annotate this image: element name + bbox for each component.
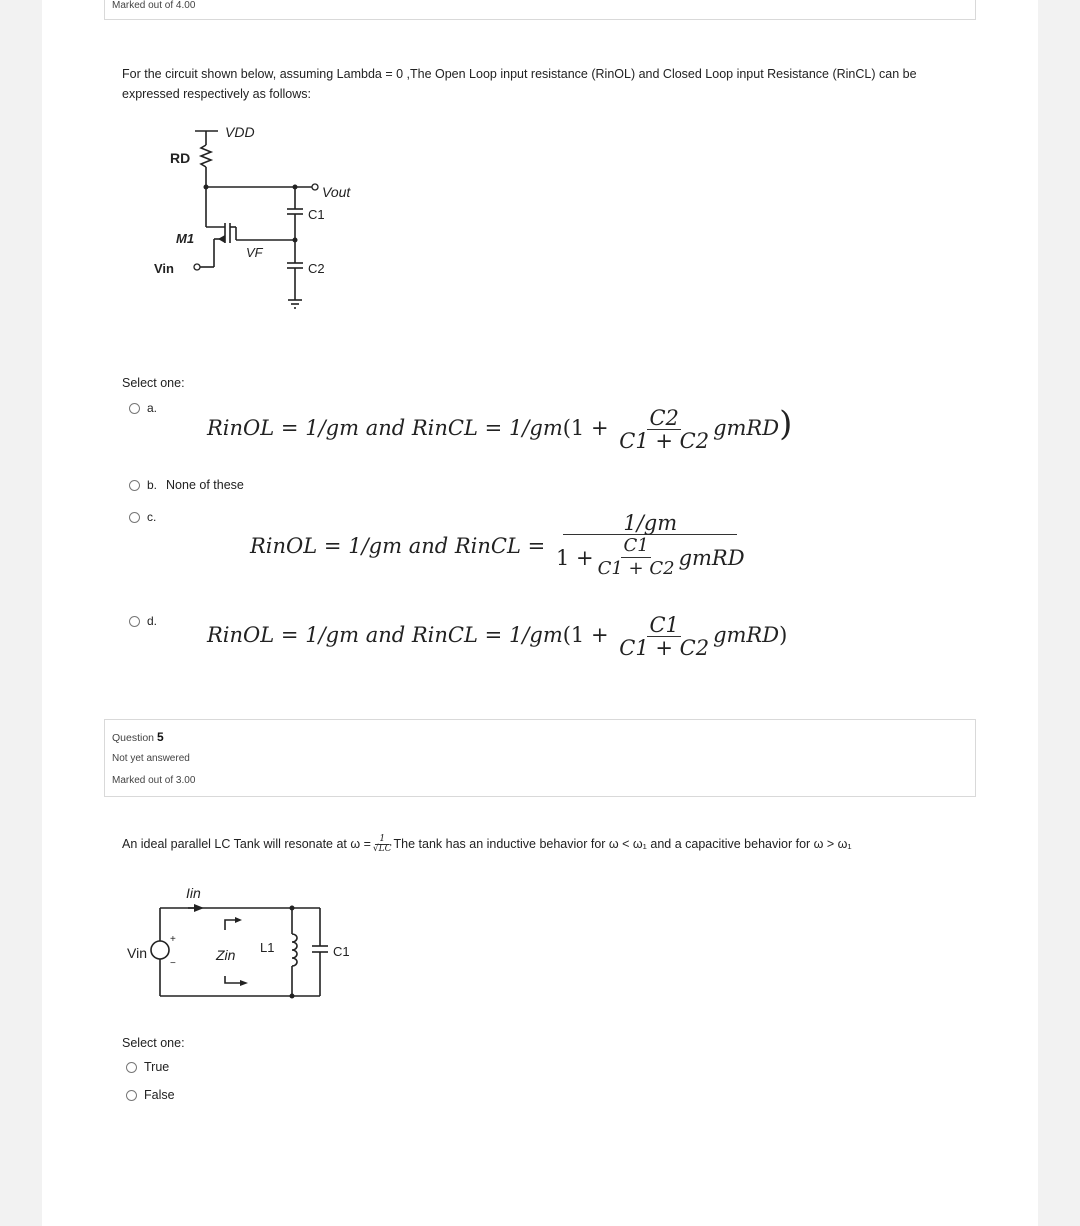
radio-button[interactable] (129, 616, 140, 627)
rincl: RinCL (411, 416, 478, 440)
equals: = (280, 416, 299, 440)
q4-option-a-formula: RinOL = 1/gm and RinCL = 1/gm(1 + $\frac{C2}{C1 + C2}$ gmRD) (207, 404, 793, 453)
q5-info-box (104, 719, 976, 797)
option-text: None of these (166, 478, 244, 492)
q4-circuit-diagram (140, 115, 380, 325)
radio-button[interactable] (129, 403, 140, 414)
option-letter: c. (147, 510, 157, 524)
tail: gmRD (713, 416, 780, 440)
q4-label-c1: C1 (308, 207, 325, 222)
q5-status: Not yet answered (112, 753, 190, 764)
q4-option-c-formula: RinOL = 1/gm and RinCL = 1/gm 1 + $\frac{C1}{C1 + C2}$ gmRD (250, 511, 745, 579)
fraction-denominator: C1 + C2 (619, 429, 710, 453)
term-1gm: 1/gm (348, 534, 402, 558)
q4-label-vdd: VDD (225, 124, 255, 140)
q4-label-vf: VF (246, 245, 263, 260)
option-letter: b. (147, 478, 158, 492)
term-1gm: 1/gm (305, 416, 359, 440)
q5-label-minus: − (170, 958, 176, 969)
and-word: and (408, 534, 449, 558)
rinol: RinOL (207, 416, 275, 440)
term-1gm-2: 1/gm (508, 623, 563, 647)
rinol: RinOL (207, 623, 275, 647)
q4-option-a[interactable] (129, 401, 166, 415)
big-numerator: 1/gm (563, 512, 737, 535)
q4-label-c2: C2 (308, 261, 325, 276)
omega-numerator: 1 (375, 835, 389, 845)
text-after: The tank has an inductive behavior for ω < ω₁ and a capacitive behavior for ω > ω₁ (393, 837, 852, 851)
q4-label-vin: Vin (154, 261, 174, 276)
and-word: and (365, 623, 406, 647)
text-before: An ideal parallel LC Tank will resonate at ω = (122, 837, 371, 851)
tail: gmRD (713, 623, 780, 647)
radio-button[interactable] (126, 1062, 137, 1073)
q5-marked-out: Marked out of 3.00 (112, 775, 196, 786)
q5-label-vin: Vin (127, 945, 147, 961)
den-prefix: 1 + (555, 545, 594, 570)
and-word: and (365, 416, 406, 440)
fraction-numerator: C1 (649, 613, 679, 637)
q5-option-true[interactable] (126, 1060, 169, 1074)
q4-marked-out: Marked out of 4.00 (112, 0, 196, 11)
q4-option-d[interactable] (129, 614, 166, 628)
question-number: 5 (156, 730, 164, 744)
q5-label-c1: C1 (333, 944, 350, 959)
rincl: RinCL (454, 534, 521, 558)
radio-button[interactable] (129, 480, 140, 491)
q4-info-box (104, 0, 976, 20)
fraction-numerator: C2 (649, 406, 679, 430)
term-1gm: 1/gm (305, 623, 359, 647)
q4-select-one: Select one: (122, 376, 185, 390)
question-word: Question (112, 732, 155, 744)
rinol: RinOL (250, 534, 318, 558)
q4-label-vout: Vout (322, 184, 351, 200)
q4-option-d-formula: RinOL = 1/gm and RinCL = 1/gm(1 + $\frac{C1}{C1 + C2}$ gmRD) (207, 613, 788, 660)
q4-question-text: For the circuit shown below, assuming Lambda = 0 ,The Open Loop input resistance (RinOL) and Closed Loop input Resistance (RinCL) can be expressed respectively as follows: (122, 67, 917, 101)
q4-option-b[interactable] (129, 478, 244, 492)
q4-label-m1: M1 (176, 231, 195, 246)
q5-lc-circuit-diagram (120, 878, 370, 1008)
q5-question-text (122, 834, 1022, 854)
option-true-label: True (144, 1060, 170, 1074)
q5-label-plus: + (170, 934, 176, 945)
q5-select-one: Select one: (122, 1036, 185, 1050)
fraction-numerator: C1 (623, 535, 649, 556)
radio-button[interactable] (126, 1090, 137, 1101)
q5-label-iin: Iin (186, 885, 201, 901)
q4-option-c[interactable] (129, 510, 165, 524)
fraction-denominator: C1 + C2 (619, 636, 710, 660)
fraction-denominator: C1 + C2 (597, 558, 675, 579)
radio-button[interactable] (129, 512, 140, 523)
option-letter: a. (147, 401, 158, 415)
rincl: RinCL (411, 623, 478, 647)
q5-label-l1: L1 (260, 940, 275, 955)
tail: gmRD (678, 545, 745, 570)
q5-label-zin: Zin (216, 947, 236, 963)
q5-option-false[interactable] (126, 1088, 175, 1102)
term-1gm-2: 1/gm (508, 416, 563, 440)
option-false-label: False (144, 1088, 175, 1102)
q5-question-label (112, 730, 164, 744)
option-letter: d. (147, 614, 158, 628)
omega-denominator: √LC (372, 843, 392, 854)
q4-label-rd: RD (170, 150, 191, 166)
